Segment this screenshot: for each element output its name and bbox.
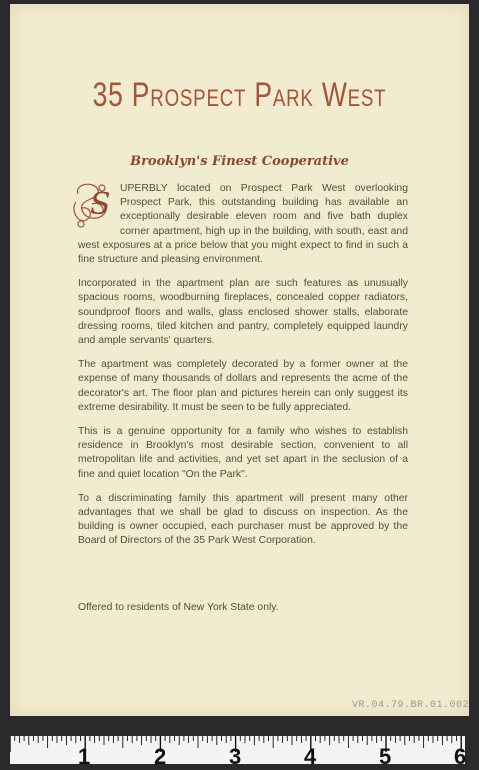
page-title: 35 Prospect Park West — [92, 76, 387, 114]
subtitle: Brooklyn's Finest Cooperative — [130, 154, 349, 169]
ornamental-dropcap-icon — [72, 180, 114, 232]
paragraph-3: The apartment was completely decorated by a former owner at the expense of many thousands of dollars and represents the acme of the decorator's art. The floor plan and pictures herein can only suggest its extreme desirability. It must be seen to be fully appreciated. — [78, 359, 408, 413]
ruler-number-2: 2 — [154, 744, 167, 769]
ruler-number-4: 4 — [304, 744, 317, 769]
svg-text:S: S — [90, 187, 111, 222]
accession-number: VR.04.79.BR.01.002 — [352, 700, 470, 711]
measuring-ruler — [10, 736, 467, 769]
paragraph-1: S UPERBLY located on Prospect Park West overlooking Prospect Park, this outstanding building has available an exceptionally desirable eleven room and five bath duplex corner apartment, high up in the building, with south, east and west exposures at a price below that you might expect to find in such a fine structure and pleasing environment. — [78, 182, 408, 267]
ruler-number-5: 5 — [379, 744, 392, 769]
paragraph-2: Incorporated in the apartment plan are such features as unusually spacious rooms, woodburning fireplaces, concealed copper radiators, soundproof floors and walls, glass enclosed shower stalls, elaborate dressing rooms, tiled kitchen and pantry, completely equipped laundry and ample servants' quarters. — [78, 278, 408, 347]
brochure-page — [10, 4, 469, 716]
ruler-number-1: 1 — [78, 744, 91, 769]
body-text — [78, 182, 408, 559]
offer-note: Offered to residents of New York State only. — [78, 602, 279, 613]
ruler-number-3: 3 — [229, 744, 242, 769]
paragraph-5: To a discriminating family this apartment will present many other advantages that we shall be glad to discuss on inspection. As the building is owner occupied, each purchaser must be approved by the Board of Directors of the 35 Park West Corporation. — [78, 492, 408, 547]
paragraph-4: This is a genuine opportunity for a family who wishes to establish residence in Brooklyn's most desirable section, convenient to all metropolitan life and activities, and yet set apart in the seclusion of a fine and quiet location "On the Park". — [78, 426, 408, 480]
ruler-number-6: 6 — [454, 744, 467, 769]
